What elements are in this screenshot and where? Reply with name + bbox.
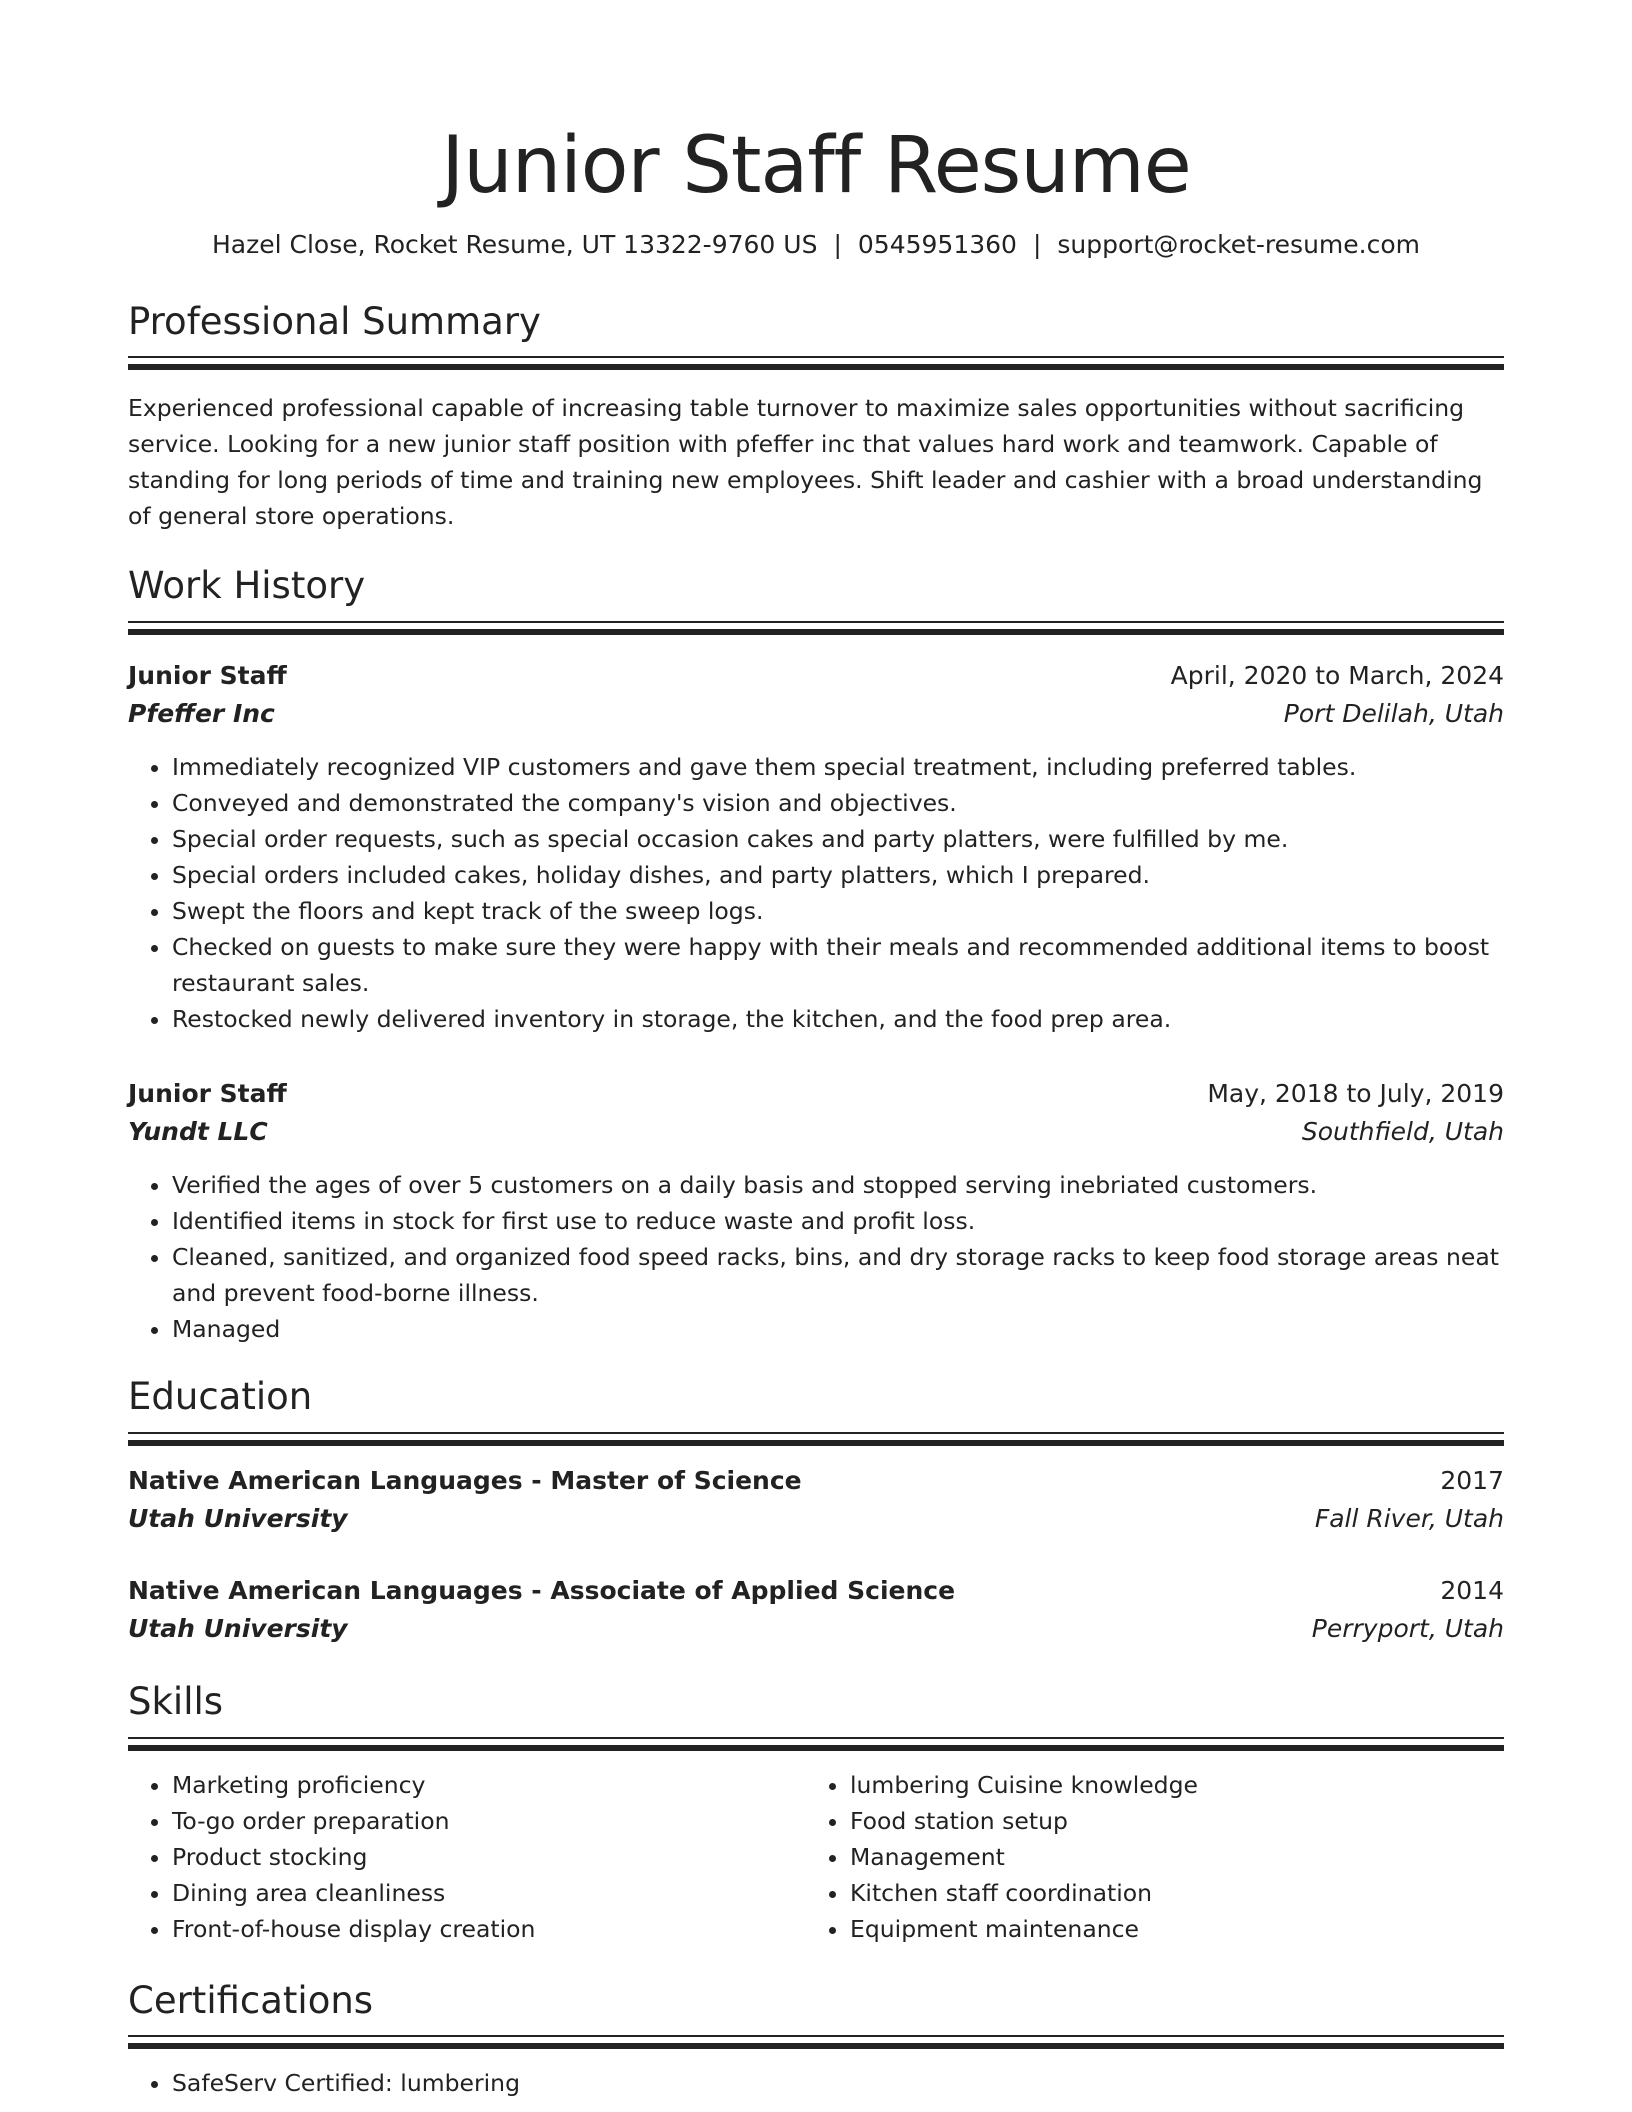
certifications-heading: Certifications <box>128 1978 374 2022</box>
contact-line <box>128 230 1504 260</box>
summary-section <box>128 299 1504 535</box>
section-divider <box>128 1737 1504 1739</box>
contact-email[interactable]: support@rocket-resume.com <box>1057 229 1420 259</box>
certifications-list <box>128 2065 1504 2101</box>
work-history-section <box>128 566 1504 1347</box>
certification-item: • SafeServ Certified: lumbering <box>172 2065 1504 2101</box>
skills-grid <box>128 1767 1504 1947</box>
summary-heading: Professional Summary <box>128 299 541 343</box>
skill-item: • Marketing proficiency <box>172 1767 806 1803</box>
skill-item: • Equipment maintenance <box>850 1911 1484 1947</box>
summary-text: Experienced professional capable of increasing table turnover to maximize sales opportunities without sacrificing service. Looking for a new junior staff position with pfeffer inc that values hard work and teamwork. Capable of standing for long periods of time and training new employees. Shift leader and cashier with a broad understanding of general store operations. <box>128 394 1483 531</box>
job-dates: May, 2018 to July, 2019 <box>1207 1079 1504 1109</box>
job-location: Port Delilah, Utah <box>1283 699 1504 729</box>
degree-name: Native American Languages - Master of Science <box>128 1465 802 1495</box>
school-name: Utah University <box>128 1503 348 1533</box>
section-divider <box>128 1745 1504 1751</box>
job-duty: • Special orders included cakes, holiday dishes, and party platters, which I prepared. <box>172 857 1504 893</box>
certifications-section <box>128 1978 1504 2102</box>
education-entry <box>128 1572 1504 1648</box>
job-duty: • Verified the ages of over 5 customers on a daily basis and stopped serving inebriated customers. <box>172 1167 1504 1203</box>
section-divider <box>128 364 1504 370</box>
job-duties-list <box>128 749 1504 1037</box>
job-title: Junior Staff <box>128 661 287 691</box>
skills-heading: Skills <box>128 1679 224 1723</box>
job-dates: April, 2020 to March, 2024 <box>1170 661 1504 691</box>
job-duties-list <box>128 1167 1504 1347</box>
section-divider <box>128 621 1504 623</box>
skill-item: • To-go order preparation <box>172 1803 806 1839</box>
section-divider <box>128 629 1504 635</box>
education-heading: Education <box>128 1375 313 1419</box>
job-duty: • Restocked newly delivered inventory in storage, the kitchen, and the food prep area. <box>172 1001 1504 1037</box>
contact-address: Hazel Close, Rocket Resume, UT 13322-9760 US <box>212 229 818 259</box>
skill-item: • Kitchen staff coordination <box>850 1875 1484 1911</box>
job-location: Southfield, Utah <box>1301 1117 1504 1147</box>
job-company: Yundt LLC <box>128 1117 268 1147</box>
resume-title: Junior Staff Resume <box>441 121 1191 211</box>
skill-item: • Management <box>850 1839 1484 1875</box>
school-name: Utah University <box>128 1613 348 1643</box>
skill-item: • lumbering Cuisine knowledge <box>850 1767 1484 1803</box>
section-divider <box>128 2043 1504 2049</box>
contact-separator: | <box>833 229 842 259</box>
section-divider <box>128 1440 1504 1446</box>
job-entry <box>128 657 1504 1037</box>
job-duty: • Checked on guests to make sure they were happy with their meals and recommended additional items to boost restaurant sales. <box>172 929 1504 1001</box>
skills-section <box>128 1679 1504 1947</box>
education-section <box>128 1377 1504 1648</box>
school-location: Perryport, Utah <box>1311 1613 1504 1643</box>
job-duty: • Immediately recognized VIP customers and gave them special treatment, including preferred tables. <box>172 749 1504 785</box>
section-divider <box>128 356 1504 358</box>
section-divider <box>128 2035 1504 2037</box>
skill-item: • Dining area cleanliness <box>172 1875 806 1911</box>
skills-list-left <box>128 1767 806 1947</box>
section-divider <box>128 1432 1504 1434</box>
job-duty: • Swept the floors and kept track of the sweep logs. <box>172 893 1504 929</box>
job-duty: • Identified items in stock for first use to reduce waste and profit loss. <box>172 1203 1504 1239</box>
skill-item: • Food station setup <box>850 1803 1484 1839</box>
skill-item: • Front-of-house display creation <box>172 1911 806 1947</box>
education-entry <box>128 1462 1504 1538</box>
job-duty: • Conveyed and demonstrated the company's vision and objectives. <box>172 785 1504 821</box>
job-company: Pfeffer Inc <box>128 699 275 729</box>
degree-year: 2017 <box>1440 1465 1504 1495</box>
job-entry <box>128 1075 1504 1347</box>
job-duty: • Special order requests, such as special occasion cakes and party platters, were fulfilled by me. <box>172 821 1504 857</box>
school-location: Fall River, Utah <box>1314 1503 1504 1533</box>
degree-year: 2014 <box>1440 1575 1504 1605</box>
degree-name: Native American Languages - Associate of Applied Science <box>128 1575 956 1605</box>
contact-separator: | <box>1032 229 1042 259</box>
job-title: Junior Staff <box>128 1079 287 1109</box>
work-history-heading: Work History <box>128 564 366 608</box>
job-duty: • Cleaned, sanitized, and organized food speed racks, bins, and dry storage racks to keep food storage areas neat and prevent food-borne illness. <box>172 1239 1504 1311</box>
contact-phone: 0545951360 <box>857 229 1017 259</box>
skills-list-right <box>806 1767 1484 1947</box>
job-duty: • Managed <box>172 1311 1504 1347</box>
resume-page <box>128 0 1504 2101</box>
skill-item: • Product stocking <box>172 1839 806 1875</box>
